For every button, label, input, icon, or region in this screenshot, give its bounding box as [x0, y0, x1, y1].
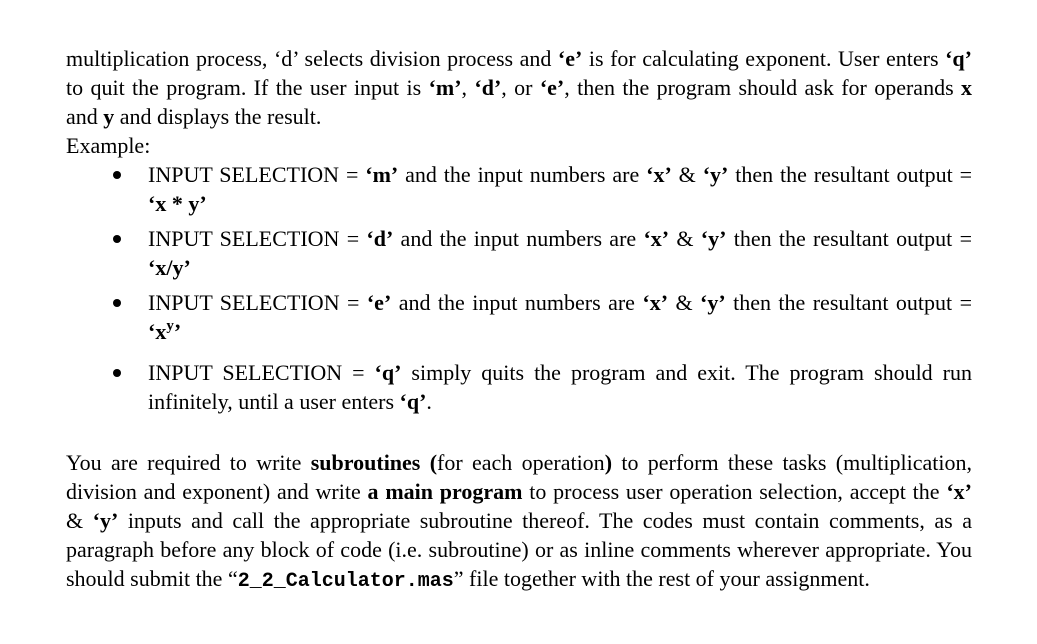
list-item	[66, 288, 972, 346]
paren-open: (	[429, 450, 438, 475]
subroutines-term: subroutines	[310, 450, 421, 475]
item-text: and the input numbers are	[391, 290, 643, 315]
item-text: INPUT SELECTION =	[148, 162, 366, 187]
operand-x: ‘x’	[642, 290, 669, 315]
result-exponent: y	[166, 318, 174, 334]
filename: 2_2_Calculator.mas	[237, 570, 454, 593]
selection-key: ‘d’	[366, 226, 394, 251]
item-text: &	[671, 162, 703, 187]
intro-text: is for calculating exponent. User enters	[582, 46, 946, 71]
item-text: then the resultant output =	[725, 290, 972, 315]
intro-text: , then the program should ask for operands	[564, 75, 961, 100]
intro-key-m: ‘m’	[428, 75, 462, 100]
item-text: and the input numbers are	[398, 162, 647, 187]
closing-text	[420, 450, 429, 475]
operand-x: x	[961, 75, 972, 100]
operand-y: ‘y’	[700, 290, 726, 315]
operand-y: ‘y’	[92, 508, 119, 533]
item-text: simply quits the program and exit. The program should run infinitely, until a user enters	[148, 360, 972, 414]
result-expression	[148, 319, 181, 344]
closing-text: &	[66, 508, 93, 533]
paragraph-gap	[66, 422, 972, 448]
operand-x: ‘x’	[643, 226, 670, 251]
selection-key: ‘q’	[374, 360, 402, 385]
bullet-icon	[113, 171, 121, 179]
closing-text: to perform these tasks (multiplication, division and exponent) and write	[66, 450, 973, 504]
item-text: then the resultant output =	[726, 226, 972, 251]
list-item	[66, 224, 972, 282]
document-page	[66, 44, 972, 596]
bullet-icon	[113, 369, 121, 377]
operand-y: ‘y’	[700, 226, 727, 251]
intro-text: and	[66, 104, 104, 129]
bullet-icon	[113, 235, 121, 243]
intro-paragraph	[66, 44, 972, 131]
result-expression: ‘x * y’	[148, 191, 207, 216]
item-text: then the resultant output =	[728, 162, 972, 187]
intro-text: , or	[501, 75, 540, 100]
list-item	[66, 160, 972, 218]
closing-text: for each operation	[437, 450, 605, 475]
item-text: &	[669, 226, 701, 251]
intro-key-e: ‘e’	[539, 75, 565, 100]
intro-text: to quit the program. If the user input is	[66, 75, 429, 100]
item-text: and the input numbers are	[393, 226, 644, 251]
result-base: ‘x	[148, 319, 167, 344]
operand-y: y	[103, 104, 115, 129]
closing-text: to process user operation selection, accept the	[522, 479, 947, 504]
selection-key: ‘q’	[399, 389, 427, 414]
item-text: INPUT SELECTION =	[148, 290, 367, 315]
operand-y: ‘y’	[702, 162, 729, 187]
intro-key-q: ‘q’	[945, 46, 972, 71]
item-text: INPUT SELECTION =	[148, 226, 367, 251]
item-text: INPUT SELECTION =	[148, 360, 375, 385]
main-program-term: a main program	[367, 479, 523, 504]
paren-close: )	[604, 450, 613, 475]
operand-x: ‘x’	[946, 479, 972, 504]
result-expression: ‘x/y’	[148, 255, 191, 280]
intro-text: and displays the result.	[114, 104, 322, 129]
intro-key-d: ‘d’	[474, 75, 502, 100]
example-label: Example:	[66, 133, 151, 158]
closing-text: ” file together with the rest of your assignment.	[453, 566, 870, 591]
item-text: .	[426, 389, 432, 414]
selection-key: ‘m’	[365, 162, 399, 187]
result-close: ’	[173, 319, 182, 344]
closing-paragraph	[66, 448, 972, 596]
intro-key-e: ‘e’	[557, 46, 583, 71]
operand-x: ‘x’	[646, 162, 672, 187]
example-list	[66, 160, 972, 416]
closing-text: You are required to write	[66, 450, 311, 475]
list-item	[66, 358, 972, 416]
selection-key: ‘e’	[366, 290, 392, 315]
intro-text: ,	[461, 75, 475, 100]
bullet-icon	[113, 299, 121, 307]
item-text: &	[668, 290, 701, 315]
closing-text: inputs and call the appropriate subroutine thereof. The codes must contain comments, as a paragraph before any block of code (i.e. subroutine) or as inline comments wherever appropriate. You should submit the “	[66, 508, 972, 591]
intro-text: multiplication process, ‘d’ selects division process and	[66, 46, 558, 71]
